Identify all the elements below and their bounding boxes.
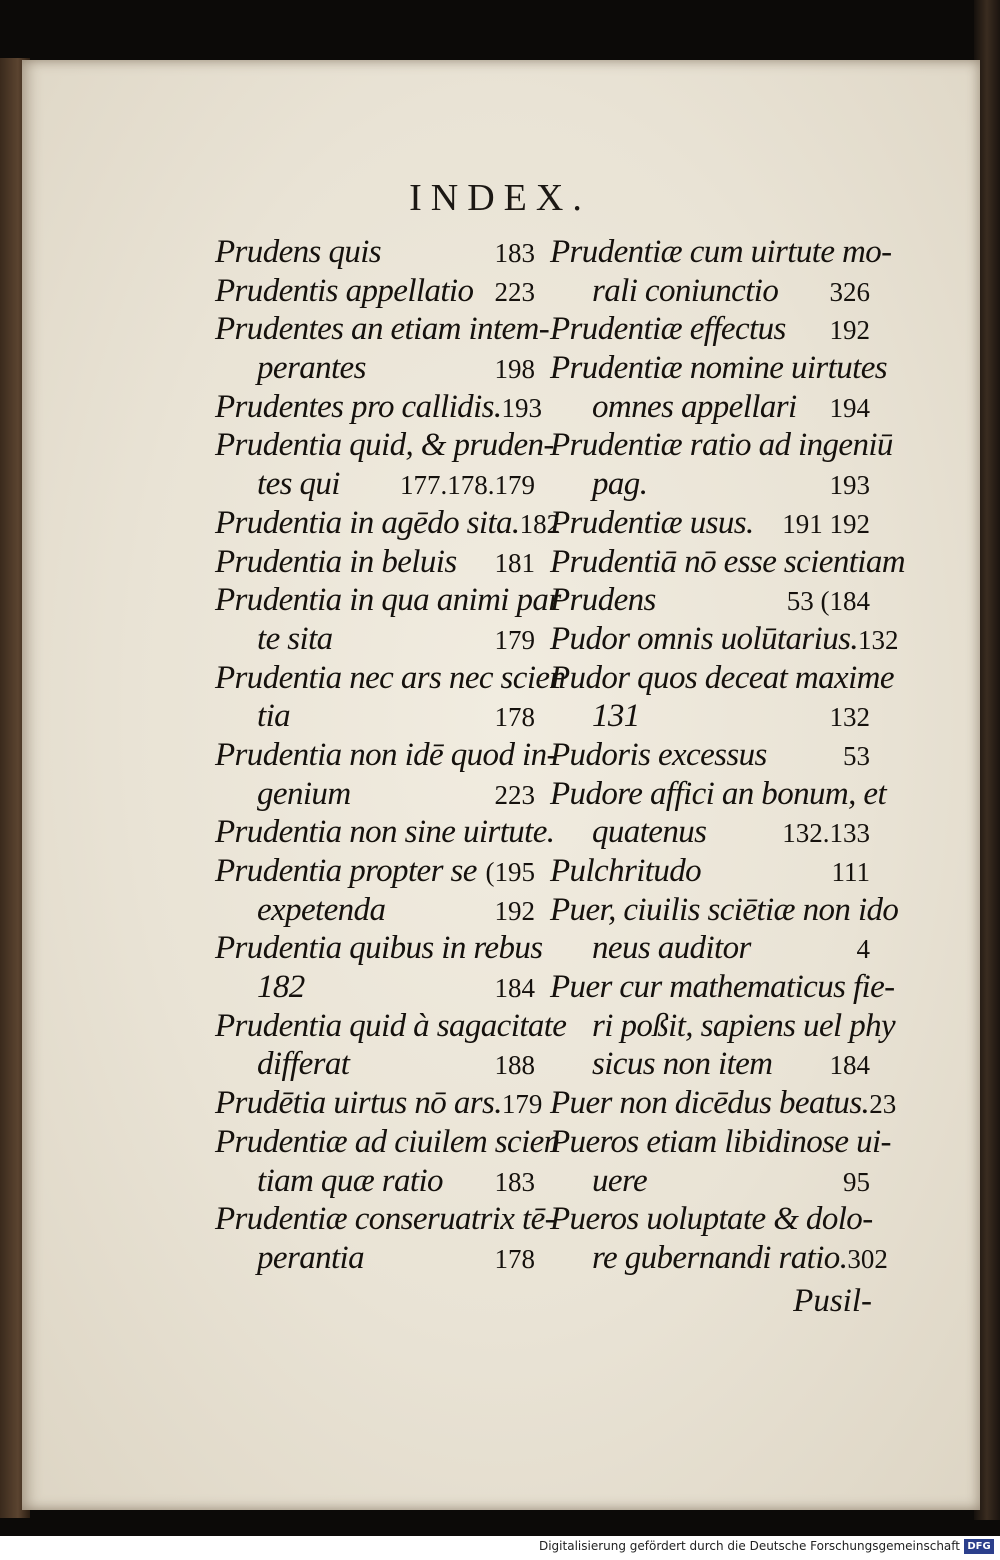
entry-page-ref: (195 xyxy=(485,857,535,887)
index-entry xyxy=(550,465,870,504)
entry-text: Prudentiæ usus. xyxy=(550,504,754,541)
index-entry xyxy=(550,1007,896,1046)
index-entry xyxy=(215,504,561,543)
entry-page-ref: 223 xyxy=(494,779,535,810)
index-entry xyxy=(215,1239,535,1278)
index-entry xyxy=(215,310,550,349)
index-entry xyxy=(215,1084,543,1123)
index-entry xyxy=(215,581,561,620)
entry-page-ref: 178 xyxy=(494,1243,535,1274)
entry-page-ref: 182 xyxy=(519,508,561,539)
entry-text: te sita xyxy=(257,620,333,657)
entry-text: Prudentiæ conseruatrix tē- xyxy=(215,1201,556,1238)
index-entry xyxy=(550,1084,897,1123)
entry-text: Pudore affici an bonum, et xyxy=(550,775,887,812)
entry-page-ref: 132.133 xyxy=(782,818,870,849)
index-entry xyxy=(550,929,870,968)
entry-text: Prudentes pro callidis. xyxy=(215,388,502,425)
entry-page-ref: 191 192 xyxy=(782,508,870,539)
entry-text: quatenus xyxy=(592,814,707,851)
entry-text: Prudentia in beluis xyxy=(215,543,457,580)
index-entry xyxy=(215,233,535,272)
entry-text: sicus non item xyxy=(592,1046,773,1083)
entry-text: Pudor omnis uolūtarius. xyxy=(550,620,858,657)
entry-text: Prudentia non idē quod in- xyxy=(215,736,557,773)
entry-text: pag. xyxy=(592,466,648,503)
entry-text: Pueros etiam libidinose ui- xyxy=(550,1123,891,1160)
index-entry xyxy=(215,1045,535,1084)
index-entry xyxy=(215,736,557,775)
entry-text: differat xyxy=(257,1046,350,1083)
index-column-right xyxy=(550,233,905,1278)
index-entry xyxy=(550,1045,870,1084)
entry-text: Prudentia non sine uirtute. xyxy=(215,814,555,851)
entry-text: Prudentiæ effectus xyxy=(550,311,786,348)
entry-text: Prudentiā nō esse scientiam xyxy=(550,543,905,580)
entry-text: perantia xyxy=(257,1239,365,1276)
entry-page-ref: 4 xyxy=(856,934,870,965)
entry-text: tia xyxy=(257,698,291,735)
entry-text: Prudens quis xyxy=(215,234,382,270)
entry-text: rali coniunctio xyxy=(592,272,779,309)
index-entry xyxy=(550,813,870,852)
entry-text: Prudens xyxy=(550,582,656,619)
entry-page-ref: 181 xyxy=(494,547,535,578)
entry-text: Prudētia uirtus nō ars. xyxy=(215,1085,502,1122)
entry-page-ref: 132 xyxy=(829,702,870,733)
index-entry xyxy=(215,465,535,504)
index-entry xyxy=(550,310,870,349)
entry-text: Pulchritudo xyxy=(550,853,702,889)
entry-text: Prudentia in qua animi par xyxy=(215,582,561,619)
index-entry xyxy=(550,1123,891,1162)
index-entry xyxy=(550,659,894,698)
index-entry xyxy=(215,659,566,698)
entry-text: Prudentiæ nomine uirtutes xyxy=(550,350,887,387)
index-entry xyxy=(215,1123,560,1162)
entry-text: Pudoris excessus xyxy=(550,736,767,773)
index-entry xyxy=(215,1007,567,1046)
entry-text: Prudentiæ ratio ad ingeniū xyxy=(550,427,893,464)
index-entry xyxy=(550,581,870,620)
catchword: Pusil- xyxy=(793,1283,872,1319)
entry-text: 182 xyxy=(257,969,305,1006)
index-entry xyxy=(215,349,535,388)
index-entry xyxy=(215,852,535,891)
entry-text: Prudentis appellatio xyxy=(215,272,474,309)
index-entry xyxy=(215,697,535,736)
entry-page-ref: 132 xyxy=(857,624,899,655)
entry-page-ref: 184 xyxy=(829,1050,870,1081)
index-entry xyxy=(215,891,535,930)
entry-page-ref: 183 xyxy=(494,1166,535,1197)
dfg-logo: DFG xyxy=(964,1539,994,1554)
index-entry xyxy=(550,543,905,582)
index-entry xyxy=(550,388,870,427)
entry-text: re gubernandi ratio. xyxy=(592,1239,848,1276)
footer-credit: Digitalisierung gefördert durch die Deutsche Forschungsgemeinschaft xyxy=(538,1539,960,1553)
entry-page-ref: 179 xyxy=(501,1089,543,1120)
entry-text: Prudentiæ ad ciuilem scien xyxy=(215,1123,560,1160)
entry-text: uere xyxy=(592,1162,648,1199)
entry-text: Prudentia nec ars nec scien xyxy=(215,659,566,696)
index-entry xyxy=(215,1200,556,1239)
entry-page-ref: 111 xyxy=(831,857,870,887)
entry-text: tes qui xyxy=(257,466,340,503)
index-entry xyxy=(550,736,870,775)
index-entry xyxy=(550,504,870,543)
index-entry xyxy=(550,775,887,814)
index-entry xyxy=(550,426,893,465)
entry-page-ref: 179 xyxy=(494,624,535,655)
index-entry xyxy=(550,697,870,736)
index-entry xyxy=(550,620,899,659)
index-entry xyxy=(550,349,887,388)
entry-page-ref: 177.178.179 xyxy=(400,470,535,501)
entry-text: Prudentia quid, & pruden- xyxy=(215,427,554,464)
entry-text: Prudentes an etiam intem- xyxy=(215,311,550,348)
index-entry xyxy=(215,543,535,582)
entry-page-ref: 188 xyxy=(494,1050,535,1081)
entry-text: Puer, ciuilis sciētiæ non ido xyxy=(550,891,899,928)
index-entry xyxy=(215,388,543,427)
entry-page-ref: 53 xyxy=(843,740,870,771)
entry-text: perantes xyxy=(257,350,366,387)
entry-text: ri poßit, sapiens uel phy xyxy=(592,1007,896,1044)
entry-text: Prudentia quid à sagacitate xyxy=(215,1007,567,1044)
index-entry xyxy=(550,1162,870,1201)
entry-text: Prudentia in agēdo sita. xyxy=(215,504,520,541)
entry-page-ref: 223 xyxy=(494,276,535,307)
entry-page-ref: 183 xyxy=(494,238,535,268)
entry-text: expetenda xyxy=(257,891,386,928)
index-entry xyxy=(550,968,895,1007)
index-entry xyxy=(215,813,555,852)
page-heading: INDEX. xyxy=(409,177,591,219)
entry-text: 131 xyxy=(592,698,640,735)
entry-page-ref: 53 (184 xyxy=(786,586,870,617)
entry-page-ref: 326 xyxy=(829,276,870,307)
entry-page-ref: 23 xyxy=(869,1089,897,1120)
entry-page-ref: 178 xyxy=(494,702,535,733)
index-entry xyxy=(215,272,535,311)
entry-page-ref: 192 xyxy=(829,315,870,346)
entry-text: Prudentiæ cum uirtute mo- xyxy=(550,234,892,270)
entry-text: Puer cur mathematicus fie- xyxy=(550,969,895,1006)
index-column-left xyxy=(215,233,567,1278)
index-entry xyxy=(215,968,535,1007)
entry-page-ref: 193 xyxy=(501,392,543,423)
index-entry xyxy=(215,775,535,814)
entry-text: Prudentia propter se xyxy=(215,853,477,889)
entry-text: tiam quæ ratio xyxy=(257,1162,443,1199)
index-entry xyxy=(550,233,892,272)
entry-page-ref: 302 xyxy=(847,1243,888,1274)
entry-page-ref: 192 xyxy=(494,895,535,926)
entry-page-ref: 95 xyxy=(843,1166,870,1197)
entry-text: Puer non dicēdus beatus. xyxy=(550,1085,870,1122)
index-entry xyxy=(215,620,535,659)
entry-text: Pudor quos deceat maxime xyxy=(550,659,894,696)
index-entry xyxy=(550,272,870,311)
entry-page-ref: 193 xyxy=(829,470,870,501)
index-entry xyxy=(215,426,554,465)
entry-text: Prudentia quibus in rebus xyxy=(215,930,543,967)
entry-text: neus auditor xyxy=(592,930,751,967)
index-entry xyxy=(215,1162,535,1201)
entry-page-ref: 198 xyxy=(494,354,535,385)
index-entry xyxy=(215,929,543,968)
entry-text: Pueros uoluptate & dolo- xyxy=(550,1201,873,1238)
entry-page-ref: 184 xyxy=(494,973,535,1004)
index-entry xyxy=(550,891,899,930)
index-entry xyxy=(550,1239,888,1278)
entry-text: omnes appellari xyxy=(592,388,797,425)
index-entry xyxy=(550,852,870,891)
entry-text: genium xyxy=(257,775,351,812)
index-entry xyxy=(550,1200,873,1239)
entry-page-ref: 194 xyxy=(829,392,870,423)
